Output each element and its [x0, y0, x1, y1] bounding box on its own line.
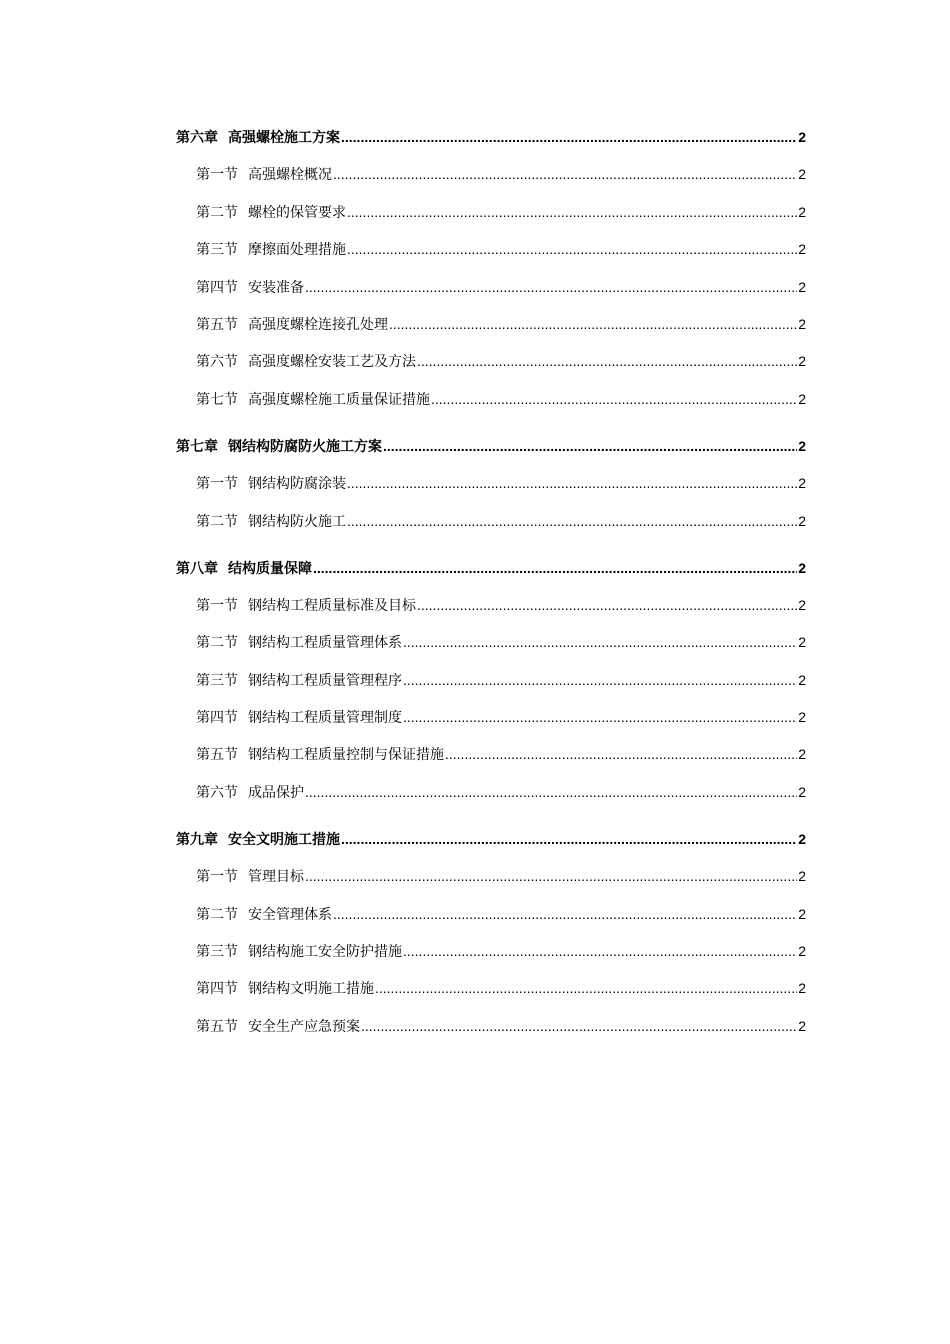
dot-leader [361, 1016, 797, 1036]
toc-entry-title: 钢结构防腐涂装 [248, 476, 346, 493]
toc-page-number: 2 [798, 830, 806, 847]
toc-page-number: 2 [798, 475, 806, 492]
toc-section-7-1[interactable] [176, 473, 806, 493]
toc-entry-number: 第五节 [196, 747, 238, 764]
table-of-contents [176, 127, 806, 1036]
toc-entry-number: 第九章 [176, 831, 218, 848]
toc-entry-number: 第八章 [176, 560, 218, 577]
toc-entry-title: 安全文明施工措施 [228, 831, 340, 848]
toc-entry-number: 第四节 [196, 981, 238, 998]
toc-section-6-2[interactable] [176, 202, 806, 222]
toc-entry-title: 安全生产应急预案 [248, 1018, 360, 1035]
dot-leader [341, 127, 797, 147]
toc-page-number: 2 [798, 512, 806, 529]
dot-leader [417, 595, 797, 615]
toc-entry-number: 第五节 [196, 1018, 238, 1035]
dot-leader [389, 314, 797, 334]
toc-entry-number: 第六节 [196, 354, 238, 371]
toc-section-6-7[interactable] [176, 389, 806, 409]
toc-entry-title: 钢结构防腐防火施工方案 [228, 438, 382, 455]
toc-entry-number: 第四节 [196, 279, 238, 296]
toc-chapter-6[interactable] [176, 127, 806, 147]
dot-leader [305, 866, 797, 886]
toc-section-8-6[interactable] [176, 782, 806, 802]
toc-section-8-3[interactable] [176, 670, 806, 690]
toc-entry-number: 第七章 [176, 438, 218, 455]
toc-entry-title: 钢结构防火施工 [248, 513, 346, 530]
toc-page-number: 2 [798, 315, 806, 332]
toc-entry-title: 钢结构工程质量标准及目标 [248, 597, 416, 614]
toc-section-8-2[interactable] [176, 632, 806, 652]
toc-entry-title: 钢结构工程质量管理制度 [248, 710, 402, 727]
toc-entry-number: 第二节 [196, 513, 238, 530]
toc-entry-number: 第三节 [196, 242, 238, 259]
toc-entry-number: 第七节 [196, 391, 238, 408]
toc-entry-number: 第一节 [196, 869, 238, 886]
toc-section-6-6[interactable] [176, 351, 806, 371]
toc-chapter-7[interactable] [176, 436, 806, 456]
toc-section-9-3[interactable] [176, 941, 806, 961]
toc-entry-title: 钢结构施工安全防护措施 [248, 944, 402, 961]
toc-entry-number: 第一节 [196, 476, 238, 493]
toc-entry-title: 高强度螺栓施工质量保证措施 [248, 391, 430, 408]
dot-leader [347, 511, 797, 531]
dot-leader [403, 632, 797, 652]
toc-entry-title: 高强度螺栓连接孔处理 [248, 316, 388, 333]
toc-entry-title: 成品保护 [248, 784, 304, 801]
toc-entry-title: 摩擦面处理措施 [248, 242, 346, 259]
toc-page-number: 2 [798, 980, 806, 997]
toc-page-number: 2 [798, 437, 806, 454]
dot-leader [347, 239, 797, 259]
toc-page-number: 2 [798, 278, 806, 295]
dot-leader [333, 904, 797, 924]
toc-entry-title: 螺栓的保管要求 [248, 204, 346, 221]
toc-page-number: 2 [798, 746, 806, 763]
toc-page-number: 2 [798, 390, 806, 407]
dot-leader [383, 436, 797, 456]
toc-section-7-2[interactable] [176, 511, 806, 531]
dot-leader [305, 782, 797, 802]
dot-leader [347, 473, 797, 493]
dot-leader [313, 558, 797, 578]
toc-entry-number: 第二节 [196, 906, 238, 923]
toc-page-number: 2 [798, 559, 806, 576]
dot-leader [403, 670, 797, 690]
toc-section-8-4[interactable] [176, 707, 806, 727]
toc-page-number: 2 [798, 203, 806, 220]
toc-section-6-5[interactable] [176, 314, 806, 334]
toc-section-6-1[interactable] [176, 164, 806, 184]
toc-page-number: 2 [798, 353, 806, 370]
toc-section-9-5[interactable] [176, 1016, 806, 1036]
toc-entry-number: 第二节 [196, 204, 238, 221]
toc-page-number: 2 [798, 241, 806, 258]
toc-entry-title: 结构质量保障 [228, 560, 312, 577]
toc-section-9-1[interactable] [176, 866, 806, 886]
toc-entry-title: 管理目标 [248, 869, 304, 886]
toc-page-number: 2 [798, 596, 806, 613]
toc-section-8-1[interactable] [176, 595, 806, 615]
dot-leader [417, 351, 797, 371]
toc-section-8-5[interactable] [176, 744, 806, 764]
toc-entry-number: 第三节 [196, 944, 238, 961]
toc-entry-title: 高强螺栓施工方案 [228, 130, 340, 146]
toc-section-6-3[interactable] [176, 239, 806, 259]
toc-page-number: 2 [798, 671, 806, 688]
toc-entry-title: 高强螺栓概况 [248, 167, 332, 184]
toc-entry-number: 第二节 [196, 635, 238, 652]
toc-entry-number: 第六节 [196, 784, 238, 801]
toc-entry-number: 第三节 [196, 672, 238, 689]
toc-page-number: 2 [798, 709, 806, 726]
dot-leader [341, 829, 797, 849]
toc-page-number: 2 [798, 129, 806, 145]
toc-entry-title: 钢结构工程质量控制与保证措施 [248, 747, 444, 764]
toc-page-number: 2 [798, 868, 806, 885]
toc-entry-number: 第五节 [196, 316, 238, 333]
toc-entry-title: 钢结构工程质量管理体系 [248, 635, 402, 652]
toc-section-9-2[interactable] [176, 904, 806, 924]
toc-chapter-8[interactable] [176, 558, 806, 578]
toc-entry-title: 钢结构文明施工措施 [248, 981, 374, 998]
toc-entry-title: 安装准备 [248, 279, 304, 296]
toc-entry-number: 第四节 [196, 710, 238, 727]
toc-entry-number: 第一节 [196, 167, 238, 184]
toc-section-9-4[interactable] [176, 978, 806, 998]
dot-leader [333, 164, 797, 184]
toc-page-number: 2 [798, 634, 806, 651]
toc-page-number: 2 [798, 166, 806, 183]
toc-chapter-9[interactable] [176, 829, 806, 849]
toc-page-number: 2 [798, 783, 806, 800]
toc-entry-title: 钢结构工程质量管理程序 [248, 672, 402, 689]
toc-page-number: 2 [798, 1017, 806, 1034]
toc-entry-number: 第六章 [176, 130, 218, 146]
dot-leader [445, 744, 797, 764]
toc-entry-title: 高强度螺栓安装工艺及方法 [248, 354, 416, 371]
toc-page-number: 2 [798, 905, 806, 922]
toc-entry-number: 第一节 [196, 597, 238, 614]
dot-leader [431, 389, 797, 409]
toc-section-6-4[interactable] [176, 277, 806, 297]
dot-leader [347, 202, 797, 222]
dot-leader [403, 941, 797, 961]
toc-entry-title: 安全管理体系 [248, 906, 332, 923]
dot-leader [305, 277, 797, 297]
dot-leader [375, 978, 797, 998]
dot-leader [403, 707, 797, 727]
toc-page-number: 2 [798, 943, 806, 960]
